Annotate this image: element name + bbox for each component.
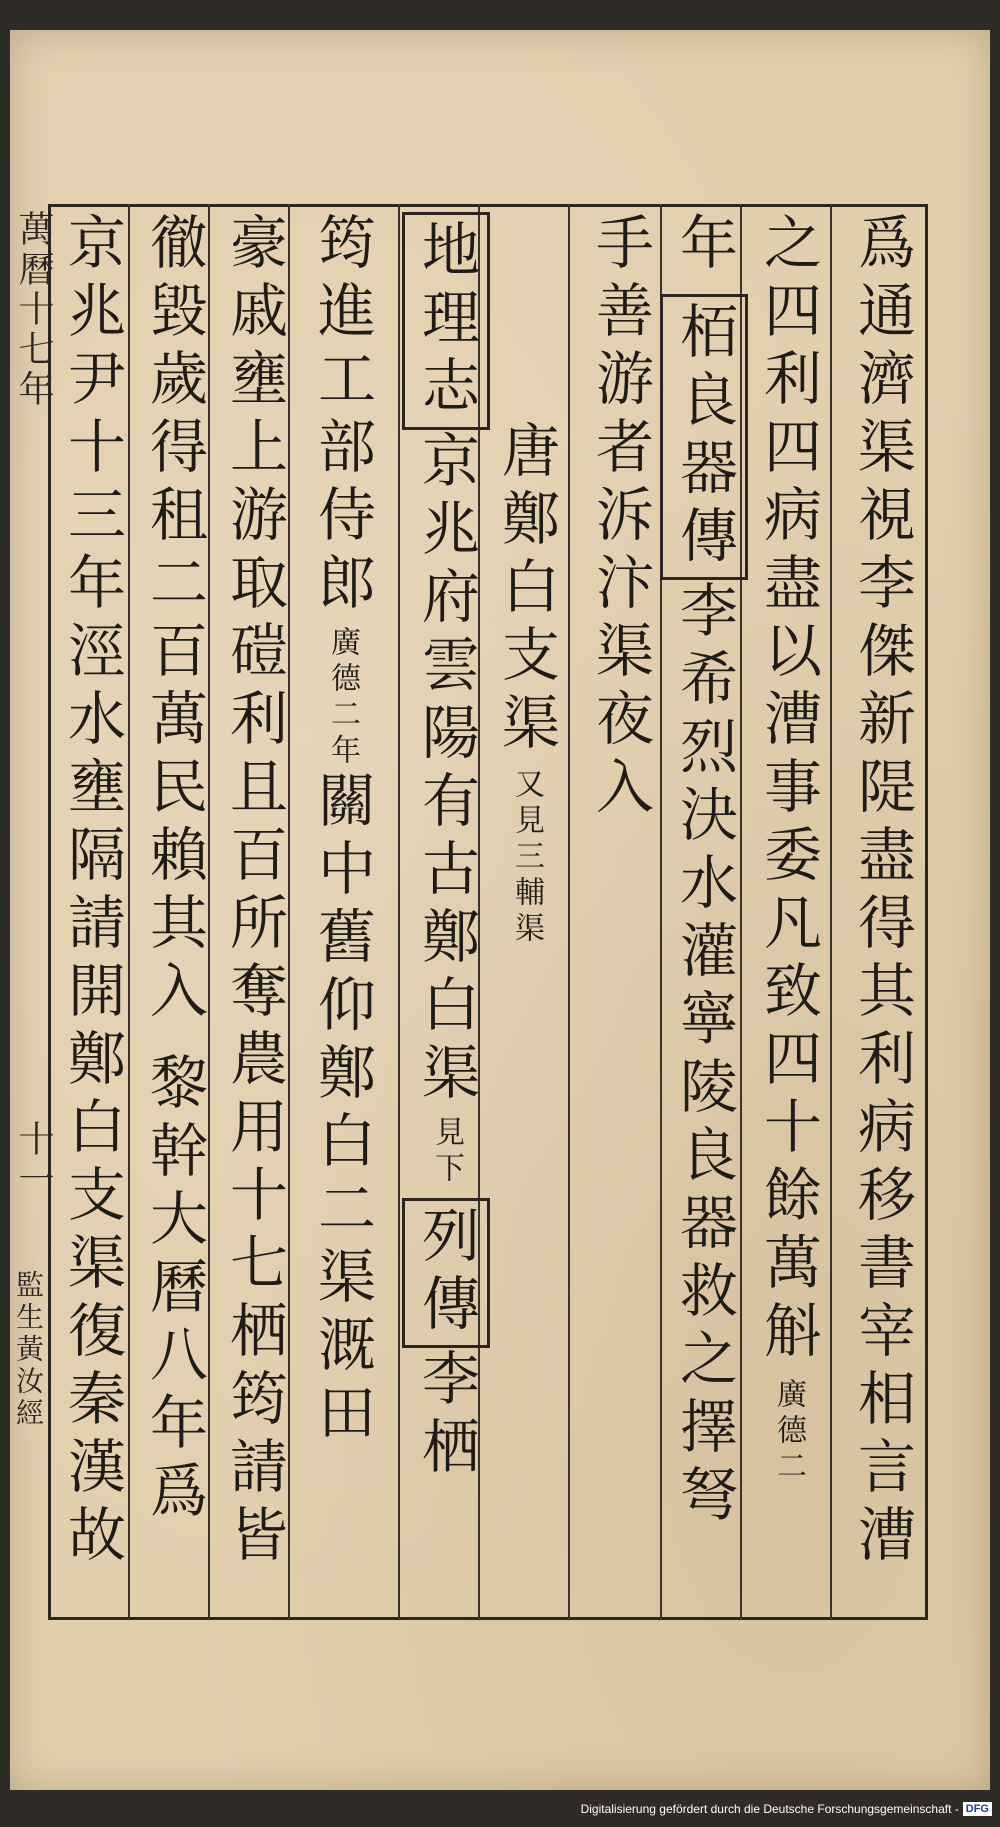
column-text: 唐鄭白支渠 [492, 420, 560, 760]
text-column-1 [846, 212, 918, 1612]
column-rule [398, 204, 400, 1620]
column-text: 豪戚壅上游取磑利且百所奪農用十七栖筠請皆 [220, 212, 288, 1572]
margin-title: 萬曆十七年 [13, 210, 54, 410]
boxed-heading: 列傳 [402, 1198, 490, 1348]
column-text: 關中舊仰鄭白二渠溉田 [308, 770, 376, 1450]
column-note: 見下 [429, 1116, 464, 1188]
column-text: 爲通濟渠視李傑新隄盡得其利病移書宰相言漕 [848, 212, 916, 1572]
column-text: 京兆府雲陽有古鄭白渠 [412, 430, 480, 1110]
column-rule [830, 204, 832, 1620]
column-text: 筠進工部侍郎 [308, 212, 376, 620]
column-note: 廣德二 [771, 1378, 806, 1486]
dfg-logo: DFG [963, 1802, 992, 1816]
column-text: 李栖 [412, 1348, 480, 1484]
digitization-footer [0, 1791, 1000, 1827]
text-column-9 [218, 212, 290, 1612]
text-column-10 [138, 212, 210, 1612]
engraver-name: 監生黃汝經 [12, 1270, 45, 1430]
column-text: 黎幹大曆八年爲 [140, 1052, 208, 1528]
page-number: 十一 [13, 1120, 54, 1200]
footer-text: Digitalisierung gefördert durch die Deutsche Forschungsgemeinschaft - [580, 1802, 959, 1816]
text-column-8 [306, 212, 378, 1612]
column-text: 手善游者泝汴渠夜入 [586, 212, 654, 824]
column-text: 京兆尹十三年涇水壅隔請開鄭白支渠復秦漢故 [58, 212, 126, 1572]
text-column-5 [584, 212, 656, 1612]
text-column-7 [410, 212, 482, 1612]
text-column-2 [752, 212, 824, 1612]
text-column-6 [490, 420, 562, 1600]
column-text: 年 [670, 212, 738, 280]
text-column-3 [668, 212, 740, 1612]
column-text: 徹毀歲得租二百萬民賴其入 [140, 212, 208, 1028]
boxed-heading: 栢良器傳 [660, 294, 748, 580]
text-column-11 [56, 212, 128, 1612]
boxed-heading: 地理志 [402, 212, 490, 430]
column-text: 之四利四病盡以漕事委凡致四十餘萬斛 [754, 212, 822, 1368]
column-note: 廣德二年 [325, 626, 360, 770]
column-note: 又見三輔渠 [509, 768, 544, 948]
column-text: 李希烈決水灌寧陵良器救之擇弩 [670, 580, 738, 1532]
column-rule [568, 204, 570, 1620]
